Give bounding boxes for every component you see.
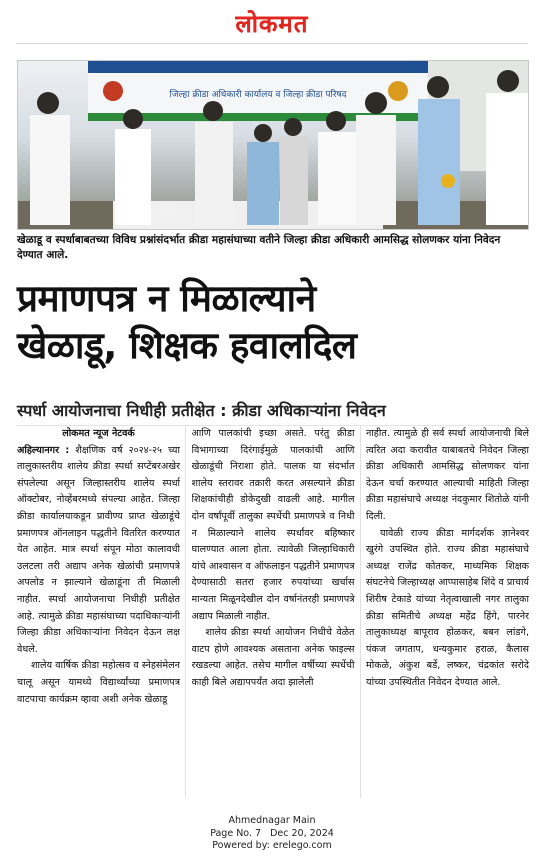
dateline: अहिल्यानगर : [17, 444, 70, 456]
headline-line-1: प्रमाणपत्र न मिळाल्याने [17, 277, 316, 320]
article-paragraph: शालेय वार्षिक क्रीडा महोत्सव व स्नेहसंमेलन चालू असून यामध्ये विद्यार्थ्यांच्या प्रमाणपत्र वाटपाचा कार्यक्रम व्हावा अशी अनेक खेळाडू [17, 660, 180, 705]
photo-caption: खेळाडू व स्पर्धाबाबतच्या विविध प्रश्नांसंदर्भात क्रीडा महासंघाच्या वतीने जिल्हा क्रीडा अधिकारी आमसिद्ध सोलणकर यांना निवेदन देण्यात आले. [17, 234, 501, 261]
masthead-rule [16, 43, 528, 44]
column-divider [360, 426, 361, 798]
masthead [0, 0, 544, 46]
article-paragraph [17, 443, 180, 659]
article-paragraph: आणि पालकांची इच्छा असते. परंतु क्रीडा विभागाच्या दिरंगाईमुळे पालकांची आणि खेळाडूंची निराशा होते. पालक या संदर्भात शालेय स्तरावर तक्रारी करत असल्याने क्रीडा शिक्षकांचीही डोकेदुखी वाढली आहे. मागील दोन वर्षांपूर्वी तालुका स्पर्धेची प्रमाणपत्रे व निधी न मिळाल्याने शालेय स्पर्धांवर बहिष्कार घालण्यात आला होता. त्यावेळी जिल्हाधिकारी यांचे आश्वासन व ऑफलाइन पद्धतीने प्रमाणपत्र देण्यासाठी सतरा हजार रुपयांच्या खर्चास मान्यता मिळूनदेखील दोन वर्षानंतरही प्रमाणपत्रे अद्याप मिळाली नाहीत. [191, 428, 355, 622]
newspaper-logo: लोकमत [235, 9, 309, 38]
article-paragraph: शालेय क्रीडा स्पर्धा आयोजन निधीचे वेळेत वाटप होणे आवश्यक असताना अनेक फाइल्स रखडल्या आहेत. तसेच मागील वर्षीच्या स्पर्धेची काही बिले अद्यापपर्यंत अदा झालेली [191, 627, 355, 688]
article-column-1 [17, 426, 180, 798]
banner-text: जिल्हा क्रीडा अधिकारी कार्यालय व जिल्हा क्रीडा परिषद [169, 90, 347, 100]
subheadline: स्पर्धा आयोजनाचा निधीही प्रतीक्षेत : क्रीडा अधिकाऱ्यांना निवेदन [17, 399, 529, 426]
headline-line-2: खेळाडू, शिक्षक हवालदिल [17, 324, 357, 367]
page-number-date: Page No. 7 Dec 20, 2024 [210, 827, 334, 839]
photo-illustration [18, 61, 528, 229]
article-paragraph: नाहीत. त्यामुळे ही सर्व स्पर्धा आयोजनाची बिले त्वरित अदा करावीत याबाबतचे निवेदन जिल्हा क्रीडा अधिकारी आमसिद्ध सोलणकर यांना देऊन चर्चा करण्यात आल्याची माहिती जिल्हा क्रीडा महासंघाचे अध्यक्ष नंदकुमार शितोळे यांनी दिली. [366, 428, 529, 522]
news-photo [17, 60, 529, 230]
headline [17, 275, 529, 369]
edition-name: Ahmednagar Main [228, 815, 316, 826]
article-paragraph: यावेळी राज्य क्रीडा मार्गदर्शक ज्ञानेश्वर खुरंगे उपस्थित होते. राज्य क्रीडा महासंघाचे अध्यक्ष राजेंद्र कोतकर, माध्यमिक शिक्षक संघटनेचे जिल्हाध्यक्ष आप्पासाहेब शिंदे व प्राचार्य शिरीष टेकाडे यांच्या नेतृत्वाखाली नगर तालुका क्रीडा समितीचे अध्यक्ष महेंद्र हिंगे, पारनेर तालुकाध्यक्ष बापूराव होळकर, बबन लांडगे, पंकज जगताप, धन्यकुमार हराळ, कैलास मोकळे, अंकुश बर्डे, लष्कर, चंद्रकांत सरोदे यांच्या उपस्थितीत निवेदन देण्यात आले. [366, 527, 529, 688]
page-footer [0, 815, 544, 853]
powered-by-link[interactable]: Powered by: erelego.com [212, 840, 332, 851]
column-divider [185, 426, 186, 798]
article-column-3 [366, 426, 529, 798]
byline: लोकमत न्यूज नेटवर्क [62, 428, 135, 439]
article-text: शैक्षणिक वर्ष २०२४-२५ च्या तालुकास्तरीय शालेय क्रीडा स्पर्धा सप्टेंबरअखेर संपलेल्या असून जिल्हास्तरीय शालेय स्पर्धा ऑक्टोबर, नोव्हेंबरमध्ये संपल्या आहेत. जिल्हा क्रीडा कार्यालयाकडून प्रावीण्य प्राप्त खेळाडूंचे प्रमाणपत्र ऑनलाइन पद्धतीने वितरित करण्यात येत आहेत. मात्र स्पर्धा संपून मोठा कालावधी उलटला तरी अद्याप अनेक खेळांची प्रमाणपत्रे अपलोड न झाल्याने खेळाडूंना ती मिळाली नाहीत. स्पर्धा आयोजनाचा निधीही प्रतीक्षेत आहे. त्यामुळे क्रीडा महासंघाच्या पदाधिकाऱ्यांनी जिल्हा क्रीडा अधिकाऱ्यांना निवेदन देऊन लक्ष वेधले. [17, 444, 180, 655]
article-column-2 [192, 426, 355, 798]
article-body [17, 426, 529, 798]
